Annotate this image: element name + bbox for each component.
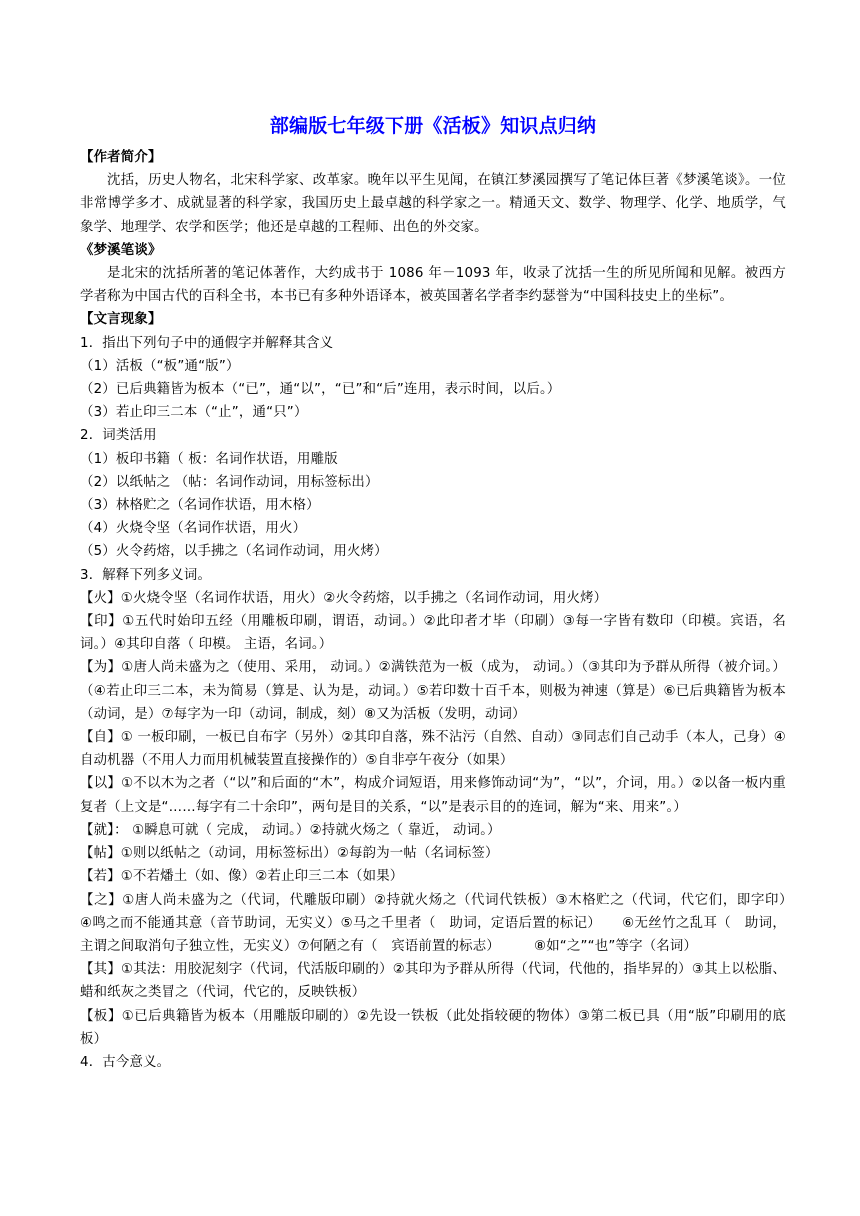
duoyici-zhi: 【之】①唐人尚未盛为之（代词，代雕版印刷）②持就火炀之（代词代铁板）③木格贮之（代词，代它们，即字印） ④鸣之而不能通其意（音节助词，无实义）⑤马之千里者（ 助词，定语后置的标记） ⑥无丝竹之乱耳（ 助词，主谓之间取消句子独立性，无实义）⑦何陋之有（ 宾语前置的标志） ⑧如“之”“也”等字（名词） — [80, 892, 800, 954]
duoyici-yin: 【印】①五代时始印五经（用雕板印刷，谓语，动词。）②此印者才毕（印刷）③每一字皆有数印（印模。宾语，名词。）④其印自落（ 印模。 主语，名词。） — [80, 614, 786, 653]
wenyan-heading: 【文言现象】 — [80, 312, 162, 328]
duoyici-huo: 【火】①火烧令坚（名词作状语，用火）②火令药熔，以手拂之（名词作动词，用火烤） — [80, 590, 608, 606]
question-4-title: 4．古今意义。 — [80, 1054, 171, 1070]
tongjiazi-item: （3）若止印三二本（“止”，通“只”） — [80, 405, 308, 421]
page-title: 部编版七年级下册《活板》知识点归纳 — [269, 115, 597, 137]
huoyong-item: （3）林格贮之（名词作状语，用木格） — [80, 498, 320, 514]
author-intro-text: 沈括，历史人物名，北宋科学家、改革家。晚年以平生见闻，在镇江梦溪园撰写了笔记体巨著《梦溪笔谈》。一位非常博学多才、成就显著的科学家，我国历史上最卓越的科学家之一。精通天文、数学、物理学、化学、地质学，气象学、地理学、农学和医学；他还是卓越的工程师、出色的外交家。 — [80, 173, 786, 235]
mengxi-heading: 《梦溪笔谈》 — [80, 242, 162, 258]
duoyici-wei: 【为】①唐人尚未盛为之（使用、采用， 动词。）②满铁范为一板（成为， 动词。）（③其印为予群从所得（被介词。）（④若止印三二本，未为简易（算是、认为是，动词。）⑤若印数十百千本，则极为神速（算是）⑥已后典籍皆为板本（动词，是）⑦每字为一印（动词，制成，刻）⑧又为活板（发明，动词） — [80, 660, 786, 722]
duoyici-ban: 【板】①已后典籍皆为板本（用雕版印刷的）②先设一铁板（此处指较硬的物体）③第二板已具（用“版”印刷用的底板） — [80, 1008, 786, 1047]
duoyici-tie: 【帖】①则以纸帖之（动词，用标签标出）②每韵为一帖（名词标签） — [80, 846, 499, 862]
duoyici-yi: 【以】①不以木为之者（“以”和后面的“木”，构成介词短语，用来修饰动词“为”，“以”，介词，用。）②以备一板内重复者（上文是“……每字有二十余印”，两句是目的关系，“以”是表示目的的连词，解为“来、用来”。） — [80, 776, 786, 815]
question-1-title: 1．指出下列句子中的通假字并解释其含义 — [80, 335, 334, 351]
duoyici-ruo: 【若】①不若燔土（如、像）②若止印三二本（如果） — [80, 869, 404, 885]
duoyici-zi: 【自】① 一板印刷，一板已自布字（另外）②其印自落，殊不沾污（自然、自动）③同志们自己动手（本人，己身）④自动机器（不用人力而用机械装置直接操作的）⑤自非亭午夜分（如果） — [80, 730, 786, 769]
question-3-title: 3．解释下列多义词。 — [80, 567, 212, 583]
tongjiazi-item: （2）已后典籍皆为板本（“已”，通“以”，“已”和“后”连用，表示时间，以后。） — [80, 382, 561, 398]
huoyong-item: （2）以纸帖之 （帖：名词作动词，用标签标出） — [80, 474, 379, 490]
huoyong-item: （5）火令药熔，以手拂之（名词作动词，用火烤） — [80, 544, 388, 560]
duoyici-jiu: 【就】： ①瞬息可就（ 完成， 动词。）②持就火炀之（ 靠近， 动词。） — [80, 822, 501, 838]
huoyong-item: （4）火烧令坚（名词作状语，用火） — [80, 521, 307, 537]
duoyici-qi: 【其】①其法：用胶泥刻字（代词，代活版印刷的）②其印为予群从所得（代词，代他的，指毕昇的）③其上以松脂、蜡和纸灰之类冒之（代词，代它的，反映铁板） — [80, 962, 786, 1001]
huoyong-item: （1）板印书籍（ 板：名词作状语，用雕版 — [80, 451, 338, 467]
question-2-title: 2．词类活用 — [80, 428, 157, 444]
mengxi-text: 是北宋的沈括所著的笔记体著作，大约成书于 1086 年－1093 年，收录了沈括一生的所见所闻和见解。被西方学者称为中国古代的百科全书，本书已有多种外语译本，被英国著名学者李约瑟誉为“中国科技史上的坐标”。 — [80, 266, 786, 305]
document-page — [80, 112, 800, 1074]
author-intro-heading: 【作者简介】 — [80, 150, 162, 165]
tongjiazi-item: （1）活板（“板”通“版”） — [80, 358, 240, 374]
